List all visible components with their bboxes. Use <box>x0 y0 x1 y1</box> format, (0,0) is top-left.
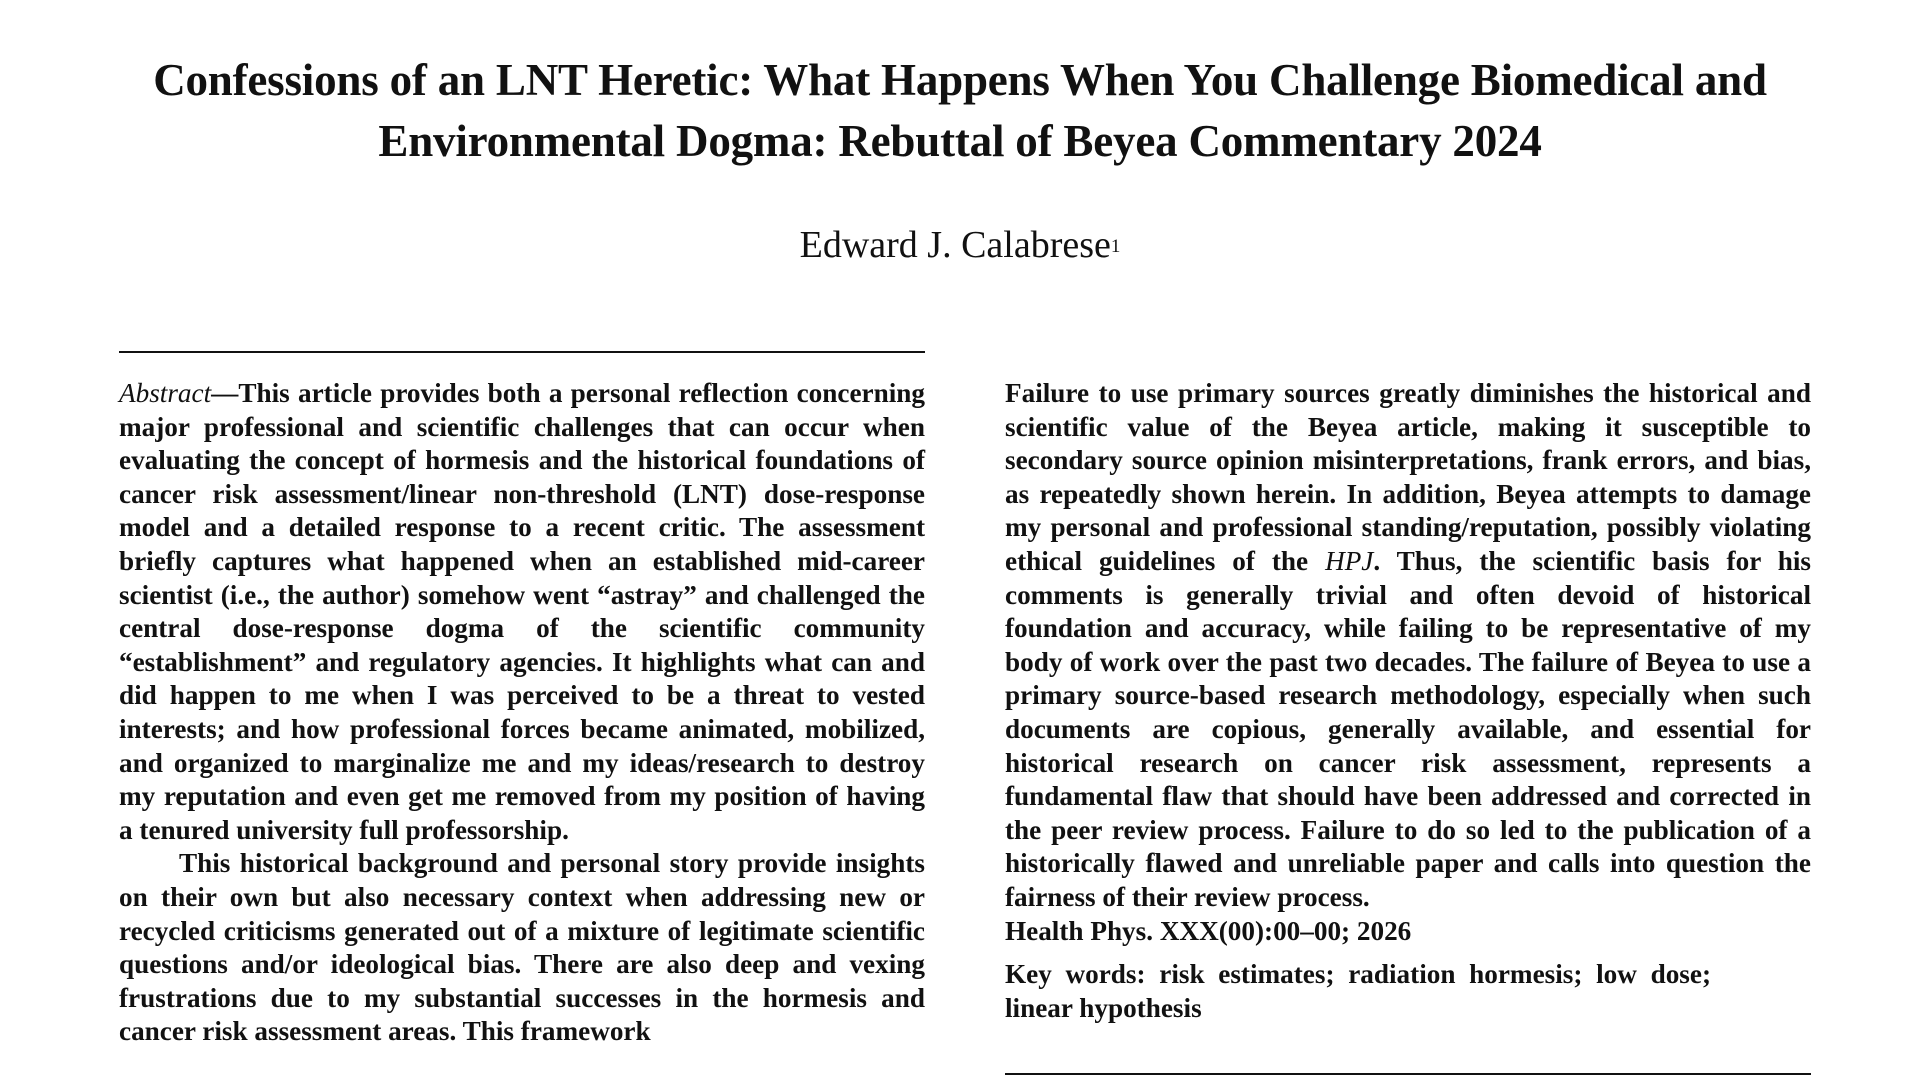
keywords: Key words: risk estimates; radiation hormesis; low dose; linear hypothesis <box>1005 959 1711 1023</box>
author-affiliation-mark: 1 <box>1110 236 1121 257</box>
abstract-paragraph-1-text: This article provides both a personal reflection concerning major professional and scientific challenges that can occur when evaluating the concept of hormesis and the historical foundations of cancer risk assessment/linear non-threshold (LNT) dose-response model and a detailed response to a recent critic. The assessment briefly captures what happened when an established mid-career scientist (i.e., the author) somehow went “astray” and challenged the central dose-response dogma of the scientific community “establishment” and regulatory agencies. It highlights what can and did happen to me when I was perceived to be a threat to vested interests; and how professional forces became animated, mobilized, and organized to marginalize me and my ideas/research to destroy my reputation and even get me removed from my position of having a tenured university full professorship. <box>119 378 925 845</box>
abstract-paragraph-1 <box>119 377 925 847</box>
abstract-label: Abstract <box>119 378 212 408</box>
author-name: Edward J. Calabrese <box>799 224 1111 266</box>
abstract-left-column <box>119 377 925 1049</box>
abstract-right-text-2: . Thus, the scientific basis for his comments is generally trivial and often devoid of historical foundation and accuracy, while failing to be representative of my body of work over the past two decades. The failure of Beyea to use a primary source-based research methodology, especially when such documents are copious, generally available, and essential for historical research on cancer risk assessment, represents a fundamental flaw that should have been addressed and corrected in the peer review process. Failure to do so led to the publication of a historically flawed and unreliable paper and calls into question the fairness of their review process. <box>1005 545 1811 912</box>
abstract-dash: — <box>211 378 239 408</box>
abstract-right-text-1: Failure to use primary sources greatly diminishes the historical and scientific value of the Beyea article, making it susceptible to secondary source opinion misinterpretations, frank errors, and bias, as repeatedly shown herein. In addition, Beyea attempts to damage my personal and professional standing/reputation, possibly violating ethical guidelines of the <box>1005 378 1811 576</box>
journal-abbreviation: HPJ <box>1325 545 1374 576</box>
abstract-right-column <box>1005 377 1811 1025</box>
abstract-bottom-rule <box>1005 1073 1811 1075</box>
journal-citation: Health Phys. XXX(00):00–00; 2026 <box>1005 915 1412 946</box>
author-line <box>0 222 1920 268</box>
abstract-right-paragraph <box>1005 377 1811 915</box>
abstract-top-rule <box>119 351 925 353</box>
article-title: Confessions of an LNT Heretic: What Happens When You Challenge Biomedical and Environmental Dogma: Rebuttal of Beyea Commentary 2024 <box>153 55 1767 166</box>
abstract-paragraph-2: This historical background and personal story provide insights on their own but also necessary context when addressing new or recycled criticisms generated out of a mixture of legitimate scientific questions and/or ideological bias. There are also deep and vexing frustrations due to my substantial successes in the hormesis and cancer risk assessment areas. This framework <box>119 848 925 1047</box>
